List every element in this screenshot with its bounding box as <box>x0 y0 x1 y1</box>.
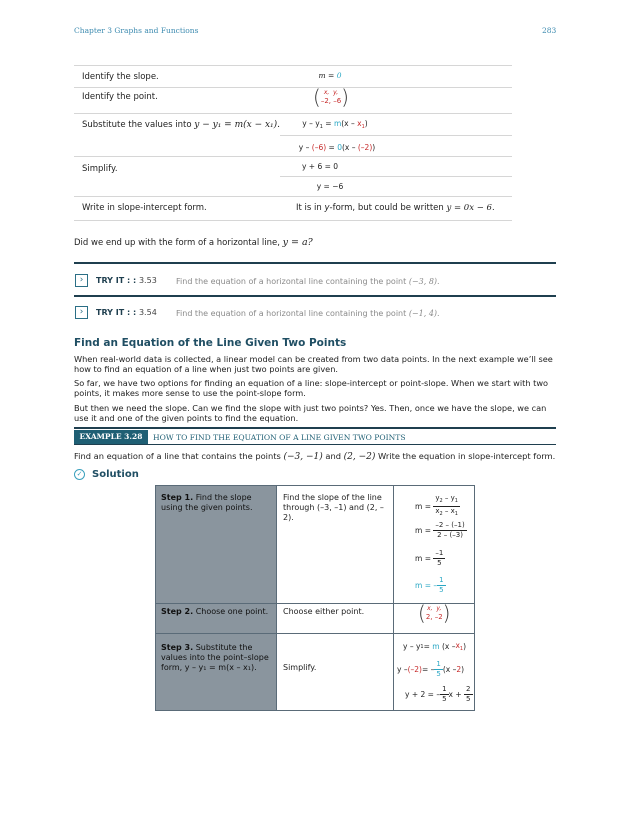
row-label-slope-intercept: Write in slope-intercept form. <box>82 203 207 213</box>
math-point-slope: $y - y_1 = m(x - x_1)$ <box>302 119 368 130</box>
step-column-background <box>156 486 276 710</box>
row-divider <box>74 156 512 157</box>
question-text: Did we end up with the form of a horizontal line, y = a? <box>74 237 313 248</box>
paragraph: But then we need the slope. Can we find the slope with just two points? Yes. Then, once we have the slope, we can use it and one of the given points to find the equation. <box>74 403 547 424</box>
step-3-text: Step 3. Substitute the values into the point–slope form, y – y₁ = m(x – x₁). <box>161 643 269 672</box>
try-it-label: TRY IT : : 3.54 <box>96 308 157 317</box>
row-divider <box>280 176 512 177</box>
slope-substituted: m = $\frac{-2 - (-1)}{2 - (-3)}$ <box>415 521 465 539</box>
try-it-text: Find the equation of a horizontal line containing the point (−1, 4). <box>176 309 440 318</box>
paragraph: When real-world data is collected, a linear model can be created from two data points. In the next example we’ll see how to find an equation of a line when just two points are given. <box>74 354 553 375</box>
try-it-rule <box>74 262 556 264</box>
slope-simplified: m = $\frac{-1}{5}$ <box>415 549 444 567</box>
page-number: 283 <box>542 26 557 35</box>
row-divider <box>280 135 512 136</box>
slope-formula: m = $\frac{y_2 - y_1}{x_2 - x_1}$ <box>415 494 458 517</box>
try-it-rule <box>74 295 556 297</box>
row-label-simplify: Simplify. <box>82 164 118 174</box>
math-substituted: y – (–6) = 0(x – (–2)) <box>298 143 376 152</box>
example-title: HOW TO FIND THE EQUATION OF A LINE GIVEN TWO POINTS <box>153 433 406 442</box>
step-table <box>155 485 475 711</box>
example-prompt: Find an equation of a line that contains the points (−3, −1) and (2, −2) Write the equation in slope-intercept form. <box>74 451 556 462</box>
math-point-vector: ( x, y, –2, –6 ) <box>313 85 349 109</box>
step-2-text: Step 2. Choose one point. <box>161 607 269 616</box>
point-slope-substituted: y – (–2) = – $\frac{1}{5}$ (x – 2 ) <box>397 660 465 678</box>
row-divider <box>156 633 474 634</box>
chevron-right-icon[interactable]: › <box>75 306 88 319</box>
slope-intercept-result: y + 2 = – $\frac{1}{5}$ x + $\frac{2}{5}$ <box>405 685 471 703</box>
row-divider <box>74 87 512 88</box>
try-it-label: TRY IT : : 3.53 <box>96 276 157 285</box>
chapter-title: Chapter 3 Graphs and Functions <box>74 26 199 35</box>
step-3-middle: Simplify. <box>283 663 317 672</box>
row-divider <box>74 220 512 221</box>
math-slope-intercept: It is in y-form, but could be written y = 0x − 6. <box>296 203 495 213</box>
math-slope: m = 0 <box>318 71 342 80</box>
checkmark-icon: ✓ <box>74 469 85 480</box>
point-slope-formula: y – y 1 = m (x – $x_1$ ) <box>403 641 467 652</box>
row-divider <box>74 65 512 66</box>
paragraph: So far, we have two options for finding an equation of a line: slope-intercept or point-slope. When we start with two points, it makes more sense to use the point-slope form. <box>74 378 549 399</box>
chevron-right-icon[interactable]: › <box>75 274 88 287</box>
example-tag: EXAMPLE 3.28 <box>74 430 148 444</box>
chosen-point-vector: ( x, y, 2, –2 ) <box>418 601 451 625</box>
math-simplify-1: y + 6 = 0 <box>301 162 339 171</box>
section-heading: Find an Equation of the Line Given Two Points <box>74 337 347 349</box>
column-divider <box>393 486 394 710</box>
row-divider <box>74 113 512 114</box>
column-divider <box>276 486 277 710</box>
solution-heading: Solution <box>92 469 139 480</box>
row-label-slope: Identify the slope. <box>82 72 159 82</box>
example-underline <box>74 444 556 445</box>
row-divider <box>74 196 512 197</box>
step-1-middle: Find the slope of the line through (–3, –1) and (2, –2). <box>283 493 384 522</box>
example-rule <box>74 427 556 429</box>
try-it-text: Find the equation of a horizontal line containing the point (−3, 8). <box>176 277 440 286</box>
step-2-middle: Choose either point. <box>283 607 365 616</box>
step-1-text: Step 1. Find the slope using the given points. <box>161 493 253 512</box>
math-simplify-2: y = −6 <box>316 182 344 191</box>
row-label-point: Identify the point. <box>82 92 158 102</box>
slope-result: m = – $\frac{1}{5}$ <box>415 576 444 594</box>
row-label-substitute: Substitute the values into y − y₁ = m(x − x₁). <box>82 120 281 130</box>
